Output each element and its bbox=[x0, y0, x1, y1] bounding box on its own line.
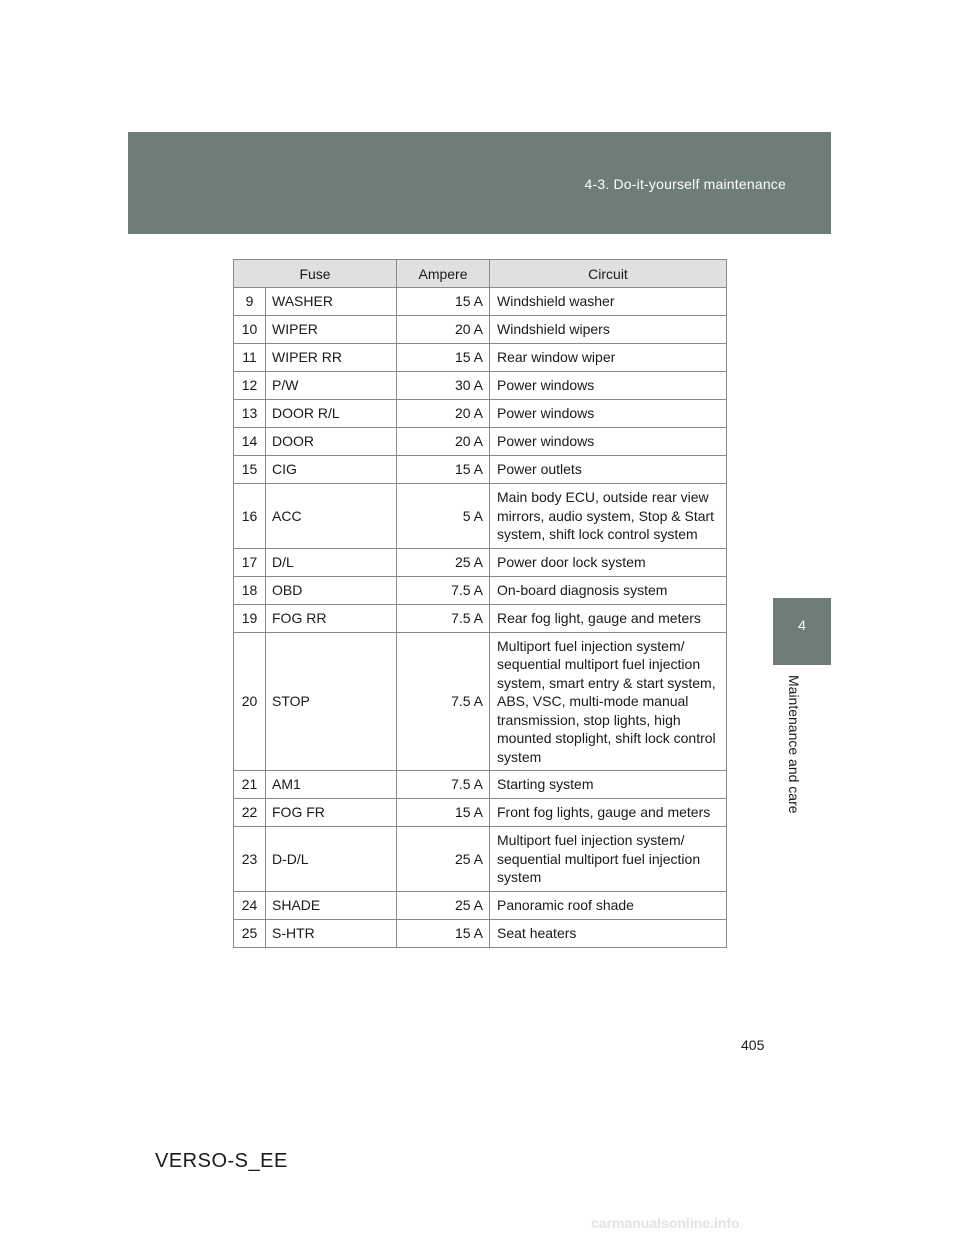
table-row bbox=[234, 632, 727, 771]
table-row bbox=[234, 919, 727, 947]
fuse-name-cell: ACC bbox=[266, 484, 397, 549]
table-row bbox=[234, 316, 727, 344]
ampere-cell: 7.5 A bbox=[397, 604, 490, 632]
chapter-tab bbox=[773, 598, 831, 665]
fuse-name-cell: WIPER bbox=[266, 316, 397, 344]
fuse-number-cell: 25 bbox=[234, 919, 266, 947]
circuit-cell: Windshield washer bbox=[490, 288, 727, 316]
circuit-cell: Main body ECU, outside rear view mirrors, audio system, Stop & Start system, shift lock control system bbox=[490, 484, 727, 549]
fuse-name-cell: STOP bbox=[266, 632, 397, 771]
fuse-name-cell: AM1 bbox=[266, 771, 397, 799]
fuse-name-cell: WIPER RR bbox=[266, 344, 397, 372]
circuit-cell: Seat heaters bbox=[490, 919, 727, 947]
document-code: VERSO-S_EE bbox=[155, 1150, 288, 1172]
circuit-cell: Power outlets bbox=[490, 456, 727, 484]
header-ampere: Ampere bbox=[397, 260, 490, 288]
table-row bbox=[234, 891, 727, 919]
fuse-name-cell: P/W bbox=[266, 372, 397, 400]
page-number: 405 bbox=[741, 1037, 765, 1053]
fuse-number-cell: 23 bbox=[234, 827, 266, 892]
fuse-number-cell: 21 bbox=[234, 771, 266, 799]
ampere-cell: 20 A bbox=[397, 428, 490, 456]
ampere-cell: 15 A bbox=[397, 799, 490, 827]
fuse-number-cell: 11 bbox=[234, 344, 266, 372]
ampere-cell: 25 A bbox=[397, 548, 490, 576]
circuit-cell: Front fog lights, gauge and meters bbox=[490, 799, 727, 827]
circuit-cell: Panoramic roof shade bbox=[490, 891, 727, 919]
ampere-cell: 25 A bbox=[397, 891, 490, 919]
ampere-cell: 25 A bbox=[397, 827, 490, 892]
section-header-band bbox=[128, 132, 831, 234]
circuit-cell: Power windows bbox=[490, 372, 727, 400]
ampere-cell: 5 A bbox=[397, 484, 490, 549]
fuse-number-cell: 16 bbox=[234, 484, 266, 549]
circuit-cell: Rear window wiper bbox=[490, 344, 727, 372]
fuse-name-cell: FOG RR bbox=[266, 604, 397, 632]
fuse-name-cell: S-HTR bbox=[266, 919, 397, 947]
ampere-cell: 7.5 A bbox=[397, 576, 490, 604]
table-row bbox=[234, 799, 727, 827]
chapter-number: 4 bbox=[798, 617, 806, 633]
fuse-name-cell: WASHER bbox=[266, 288, 397, 316]
table-row bbox=[234, 604, 727, 632]
table-row bbox=[234, 400, 727, 428]
fuse-number-cell: 15 bbox=[234, 456, 266, 484]
fuse-number-cell: 17 bbox=[234, 548, 266, 576]
circuit-cell: Power door lock system bbox=[490, 548, 727, 576]
ampere-cell: 15 A bbox=[397, 456, 490, 484]
fuse-name-cell: CIG bbox=[266, 456, 397, 484]
fuse-name-cell: D/L bbox=[266, 548, 397, 576]
fuse-number-cell: 10 bbox=[234, 316, 266, 344]
ampere-cell: 15 A bbox=[397, 344, 490, 372]
fuse-number-cell: 12 bbox=[234, 372, 266, 400]
circuit-cell: Multiport fuel injection system/ sequential multiport fuel injection system bbox=[490, 827, 727, 892]
fuse-name-cell: DOOR R/L bbox=[266, 400, 397, 428]
ampere-cell: 15 A bbox=[397, 919, 490, 947]
chapter-label: Maintenance and care bbox=[786, 675, 802, 814]
fuse-number-cell: 24 bbox=[234, 891, 266, 919]
fuse-table bbox=[233, 259, 727, 948]
fuse-number-cell: 22 bbox=[234, 799, 266, 827]
fuse-name-cell: DOOR bbox=[266, 428, 397, 456]
ampere-cell: 30 A bbox=[397, 372, 490, 400]
table-row bbox=[234, 456, 727, 484]
table-row bbox=[234, 428, 727, 456]
circuit-cell: Power windows bbox=[490, 400, 727, 428]
fuse-number-cell: 19 bbox=[234, 604, 266, 632]
table-header-row bbox=[234, 260, 727, 288]
fuse-name-cell: FOG FR bbox=[266, 799, 397, 827]
ampere-cell: 7.5 A bbox=[397, 771, 490, 799]
header-fuse: Fuse bbox=[234, 260, 397, 288]
circuit-cell: Rear fog light, gauge and meters bbox=[490, 604, 727, 632]
fuse-name-cell: D-D/L bbox=[266, 827, 397, 892]
circuit-cell: On-board diagnosis system bbox=[490, 576, 727, 604]
circuit-cell: Power windows bbox=[490, 428, 727, 456]
header-circuit: Circuit bbox=[490, 260, 727, 288]
table-row bbox=[234, 344, 727, 372]
fuse-number-cell: 13 bbox=[234, 400, 266, 428]
table-row bbox=[234, 288, 727, 316]
circuit-cell: Starting system bbox=[490, 771, 727, 799]
table-row bbox=[234, 372, 727, 400]
ampere-cell: 15 A bbox=[397, 288, 490, 316]
circuit-cell: Multiport fuel injection system/ sequential multiport fuel injection system, smart entry & start system, ABS, VSC, multi-mode manual transmission, stop lights, high mounted stoplight, shift lock control system bbox=[490, 632, 727, 771]
fuse-number-cell: 14 bbox=[234, 428, 266, 456]
fuse-table-body bbox=[234, 288, 727, 948]
watermark: carmanualsonline.info bbox=[591, 1215, 740, 1231]
table-row bbox=[234, 484, 727, 549]
table-row bbox=[234, 548, 727, 576]
table-row bbox=[234, 771, 727, 799]
fuse-number-cell: 18 bbox=[234, 576, 266, 604]
table-row bbox=[234, 827, 727, 892]
circuit-cell: Windshield wipers bbox=[490, 316, 727, 344]
ampere-cell: 7.5 A bbox=[397, 632, 490, 771]
fuse-name-cell: OBD bbox=[266, 576, 397, 604]
fuse-name-cell: SHADE bbox=[266, 891, 397, 919]
ampere-cell: 20 A bbox=[397, 400, 490, 428]
fuse-number-cell: 20 bbox=[234, 632, 266, 771]
section-title: 4-3. Do-it-yourself maintenance bbox=[584, 176, 786, 192]
fuse-number-cell: 9 bbox=[234, 288, 266, 316]
table-row bbox=[234, 576, 727, 604]
ampere-cell: 20 A bbox=[397, 316, 490, 344]
